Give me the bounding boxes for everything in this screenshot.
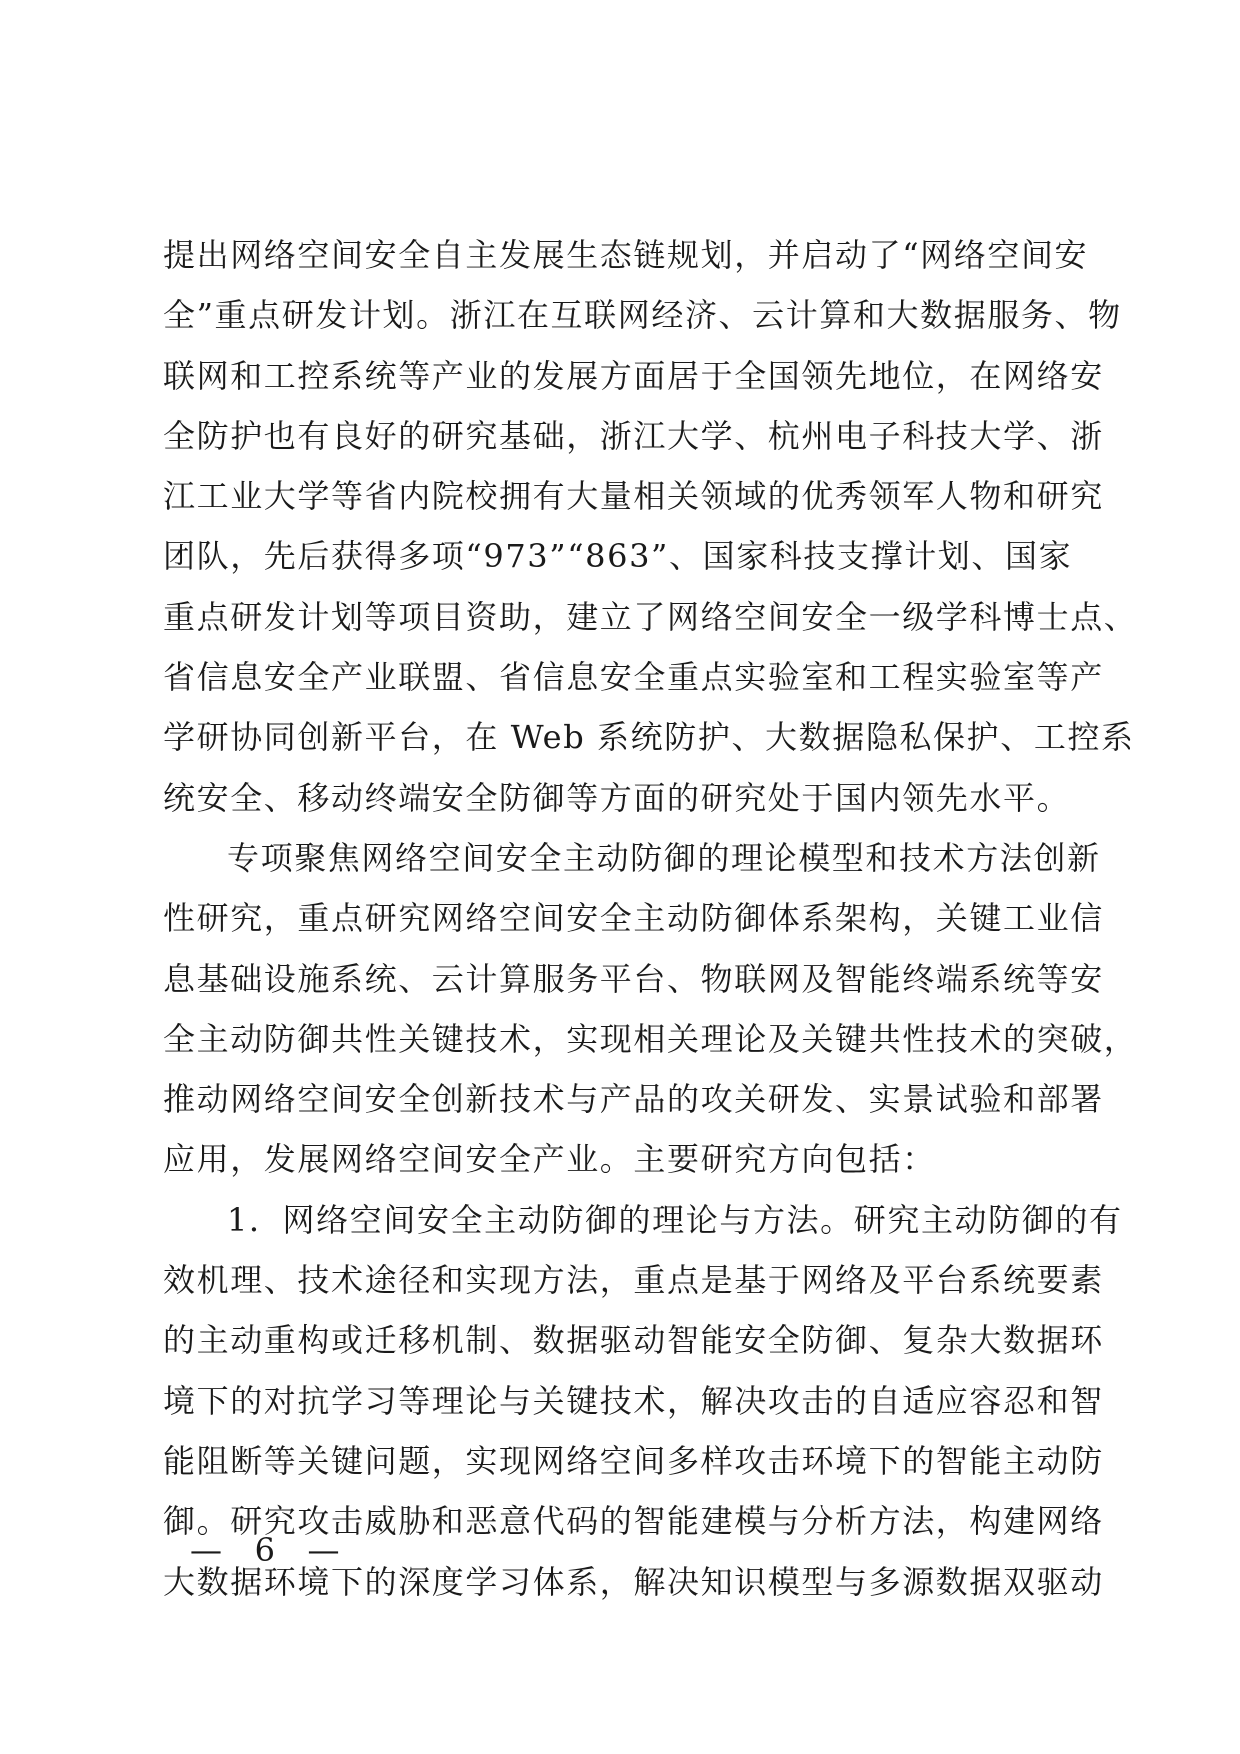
text-line: 大数据环境下的深度学习体系，解决知识模型与多源数据双驱动 (163, 1562, 1104, 1601)
text-line: 学研协同创新平台，在 Web 系统防护、大数据隐私保护、工控系 (163, 718, 1135, 757)
text-line: 效机理、技术途径和实现方法，重点是基于网络及平台系统要素 (163, 1261, 1104, 1300)
body-text (163, 225, 1138, 1612)
text-line: 御。研究攻击威胁和恶意代码的智能建模与分析方法，构建网络 (163, 1502, 1104, 1541)
text-line: 全防护也有良好的研究基础，浙江大学、杭州电子科技大学、浙 (163, 416, 1104, 455)
text-line: 省信息安全产业联盟、省信息安全重点实验室和工程实验室等产 (163, 658, 1104, 697)
paragraph-start-line: 专项聚焦网络空间安全主动防御的理论模型和技术方法创新 (227, 838, 1101, 877)
text-line: 江工业大学等省内院校拥有大量相关领域的优秀领军人物和研究 (163, 477, 1104, 516)
text-line: 能阻断等关键问题，实现网络空间多样攻击环境下的智能主动防 (163, 1441, 1104, 1480)
text-line: 团队，先后获得多项“973”“863”、国家科技支撑计划、国家 (163, 537, 1073, 576)
text-line: 统安全、移动终端安全防御等方面的研究处于国内领先水平。 (163, 778, 1071, 817)
text-line: 性研究，重点研究网络空间安全主动防御体系架构，关键工业信 (163, 899, 1104, 938)
text-line: 推动网络空间安全创新技术与产品的攻关研发、实景试验和部署 (163, 1080, 1104, 1119)
paragraph-start-line: 1．网络空间安全主动防御的理论与方法。研究主动防御的有 (227, 1200, 1123, 1239)
page-number: — 6 — (190, 1531, 351, 1569)
text-line: 的主动重构或迁移机制、数据驱动智能安全防御、复杂大数据环 (163, 1321, 1104, 1360)
text-line: 全主动防御共性关键技术，实现相关理论及关键共性技术的突破， (163, 1019, 1138, 1058)
text-line: 境下的对抗学习等理论与关键技术，解决攻击的自适应容忍和智 (163, 1381, 1104, 1420)
text-line: 息基础设施系统、云计算服务平台、物联网及智能终端系统等安 (163, 959, 1104, 998)
text-line: 全”重点研发计划。浙江在互联网经济、云计算和大数据服务、物 (163, 296, 1122, 335)
text-line: 重点研发计划等项目资助，建立了网络空间安全一级学科博士点、 (163, 597, 1138, 636)
text-line: 联网和工控系统等产业的发展方面居于全国领先地位，在网络安 (163, 356, 1104, 395)
text-line: 提出网络空间安全自主发展生态链规划，并启动了“网络空间安 (163, 236, 1089, 274)
text-line: 应用，发展网络空间安全产业。主要研究方向包括： (163, 1140, 936, 1179)
